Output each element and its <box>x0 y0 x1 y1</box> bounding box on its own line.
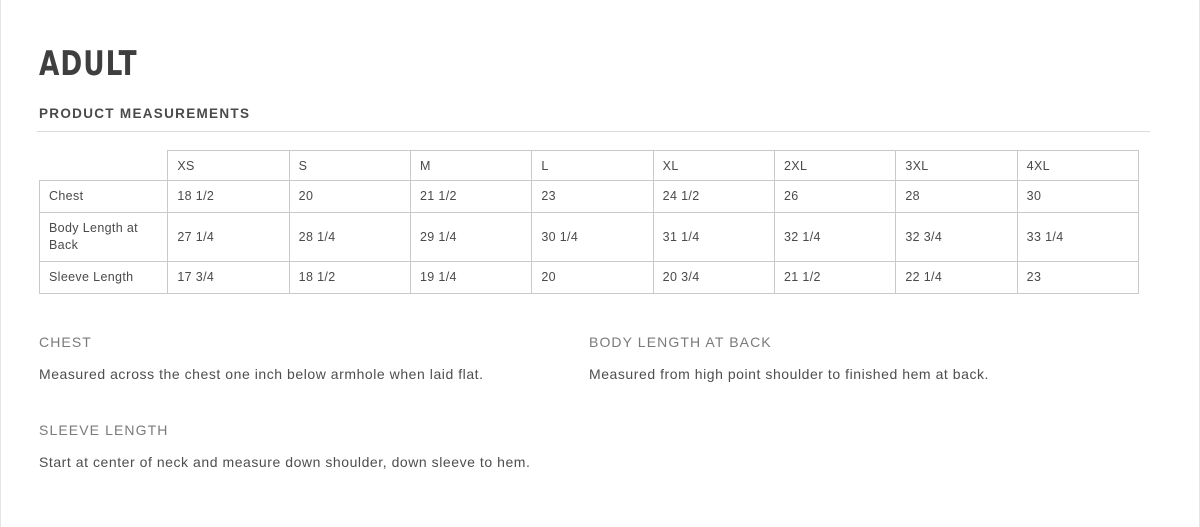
cell-chest-s: 20 <box>289 181 410 213</box>
column-header-xs: XS <box>168 151 289 181</box>
cell-chest-xs: 18 1/2 <box>168 181 289 213</box>
column-header-s: S <box>289 151 410 181</box>
cell-body-length-3xl: 32 3/4 <box>896 212 1017 261</box>
column-header-3xl: 3XL <box>896 151 1017 181</box>
table-row <box>40 261 1139 293</box>
table-row <box>40 181 1139 213</box>
page-title: ADULT <box>39 44 138 84</box>
cell-sleeve-length-2xl: 21 1/2 <box>774 261 895 293</box>
note-body-body-length-at-back: Measured from high point shoulder to finished hem at back. <box>589 365 989 382</box>
cell-sleeve-length-s: 18 1/2 <box>289 261 410 293</box>
cell-sleeve-length-m: 19 1/4 <box>411 261 532 293</box>
page-content <box>1 0 1199 510</box>
note-body-chest: Measured across the chest one inch below armhole when laid flat. <box>39 365 484 382</box>
column-header-m: M <box>411 151 532 181</box>
cell-sleeve-length-xl: 20 3/4 <box>653 261 774 293</box>
table-row <box>40 212 1139 261</box>
note-body-length-at-back <box>589 334 1139 386</box>
column-header-4xl: 4XL <box>1017 151 1138 181</box>
column-header-2xl: 2XL <box>774 151 895 181</box>
column-header-xl: XL <box>653 151 774 181</box>
cell-body-length-m: 29 1/4 <box>411 212 532 261</box>
measurements-table <box>39 150 1139 294</box>
cell-body-length-4xl: 33 1/4 <box>1017 212 1138 261</box>
cell-sleeve-length-4xl: 23 <box>1017 261 1138 293</box>
cell-body-length-s: 28 1/4 <box>289 212 410 261</box>
cell-body-length-xl: 31 1/4 <box>653 212 774 261</box>
note-title-body-length-at-back: BODY LENGTH AT BACK <box>589 333 772 350</box>
row-label-chest: Chest <box>40 181 168 213</box>
header-divider <box>37 131 1150 132</box>
row-label-body-length-at-back: Body Length at Back <box>40 212 168 261</box>
note-title-sleeve-length: SLEEVE LENGTH <box>39 421 169 438</box>
table-body <box>40 181 1139 294</box>
table-header <box>40 151 1139 181</box>
cell-body-length-2xl: 32 1/4 <box>774 212 895 261</box>
cell-sleeve-length-xs: 17 3/4 <box>168 261 289 293</box>
row-label-sleeve-length: Sleeve Length <box>40 261 168 293</box>
cell-chest-2xl: 26 <box>774 181 895 213</box>
table-corner-cell <box>40 151 168 181</box>
column-header-l: L <box>532 151 653 181</box>
cell-chest-l: 23 <box>532 181 653 213</box>
cell-chest-3xl: 28 <box>896 181 1017 213</box>
cell-chest-m: 21 1/2 <box>411 181 532 213</box>
table-header-row <box>40 151 1139 181</box>
note-body-sleeve-length: Start at center of neck and measure down shoulder, down sleeve to hem. <box>39 453 531 470</box>
cell-body-length-xs: 27 1/4 <box>168 212 289 261</box>
note-chest <box>39 334 589 386</box>
cell-sleeve-length-3xl: 22 1/4 <box>896 261 1017 293</box>
cell-sleeve-length-l: 20 <box>532 261 653 293</box>
cell-chest-4xl: 30 <box>1017 181 1138 213</box>
section-label-product-measurements: PRODUCT MEASUREMENTS <box>39 106 251 121</box>
cell-body-length-l: 30 1/4 <box>532 212 653 261</box>
cell-chest-xl: 24 1/2 <box>653 181 774 213</box>
note-title-chest: CHEST <box>39 333 92 350</box>
note-sleeve-length <box>39 422 589 474</box>
measurement-notes <box>39 334 1139 510</box>
